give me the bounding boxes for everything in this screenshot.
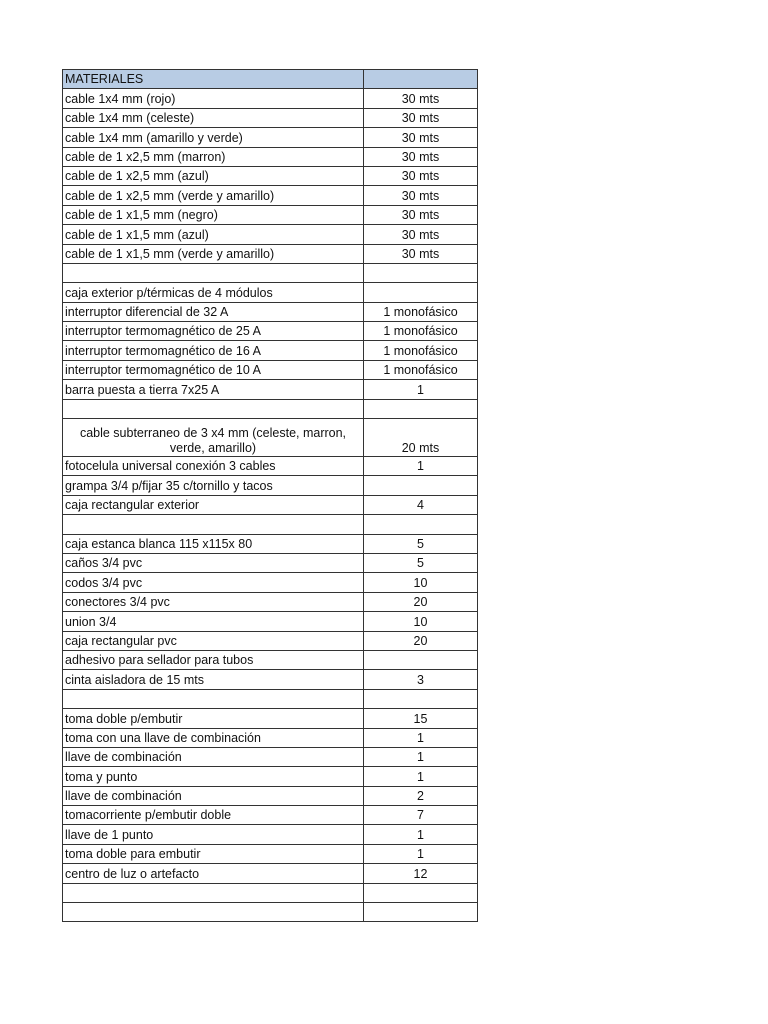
table-row bbox=[63, 322, 478, 341]
material-cell[interactable]: llave de combinación bbox=[63, 747, 364, 766]
material-cell[interactable]: llave de combinación bbox=[63, 786, 364, 805]
quantity-cell[interactable]: 1 bbox=[364, 728, 478, 747]
materials-table-body bbox=[63, 70, 478, 922]
table-row bbox=[63, 650, 478, 669]
table-row bbox=[63, 147, 478, 166]
material-cell[interactable]: union 3/4 bbox=[63, 612, 364, 631]
table-row bbox=[63, 534, 478, 553]
material-cell[interactable]: toma doble p/embutir bbox=[63, 709, 364, 728]
material-cell[interactable]: tomacorriente p/embutir doble bbox=[63, 806, 364, 825]
table-row bbox=[63, 670, 478, 689]
quantity-cell[interactable]: 1 bbox=[364, 844, 478, 863]
quantity-cell[interactable]: 1 bbox=[364, 825, 478, 844]
material-cell[interactable] bbox=[63, 515, 364, 534]
quantity-cell[interactable]: 2 bbox=[364, 786, 478, 805]
header-cell-materiales[interactable]: MATERIALES bbox=[63, 70, 364, 89]
table-row bbox=[63, 553, 478, 572]
table-row bbox=[63, 515, 478, 534]
material-cell[interactable]: cable de 1 x1,5 mm (verde y amarillo) bbox=[63, 244, 364, 263]
material-cell[interactable] bbox=[63, 883, 364, 902]
material-cell[interactable] bbox=[63, 263, 364, 282]
material-cell[interactable]: interruptor diferencial de 32 A bbox=[63, 302, 364, 321]
material-cell[interactable]: toma doble para embutir bbox=[63, 844, 364, 863]
table-row bbox=[63, 457, 478, 476]
quantity-cell[interactable]: 20 mts bbox=[364, 419, 478, 457]
header-cell-quantity[interactable] bbox=[364, 70, 478, 89]
table-row bbox=[63, 689, 478, 708]
quantity-cell[interactable]: 30 mts bbox=[364, 128, 478, 147]
quantity-cell[interactable]: 1 bbox=[364, 767, 478, 786]
table-row bbox=[63, 747, 478, 766]
quantity-cell[interactable]: 15 bbox=[364, 709, 478, 728]
table-row bbox=[63, 573, 478, 592]
table-row bbox=[63, 399, 478, 418]
table-row bbox=[63, 263, 478, 282]
material-cell[interactable]: fotocelula universal conexión 3 cables bbox=[63, 457, 364, 476]
quantity-cell[interactable]: 1 monofásico bbox=[364, 360, 478, 379]
quantity-cell[interactable]: 3 bbox=[364, 670, 478, 689]
material-cell[interactable]: centro de luz o artefacto bbox=[63, 864, 364, 883]
quantity-cell[interactable]: 1 bbox=[364, 747, 478, 766]
material-cell[interactable]: caja rectangular pvc bbox=[63, 631, 364, 650]
table-row bbox=[63, 476, 478, 495]
header-row bbox=[63, 70, 478, 89]
quantity-cell[interactable] bbox=[364, 903, 478, 922]
quantity-cell[interactable]: 5 bbox=[364, 553, 478, 572]
table-row bbox=[63, 225, 478, 244]
table-row bbox=[63, 419, 478, 457]
table-row bbox=[63, 283, 478, 302]
material-cell[interactable]: cable 1x4 mm (amarillo y verde) bbox=[63, 128, 364, 147]
material-cell[interactable] bbox=[63, 399, 364, 418]
table-row bbox=[63, 186, 478, 205]
material-cell[interactable]: cable de 1 x2,5 mm (marron) bbox=[63, 147, 364, 166]
table-row bbox=[63, 128, 478, 147]
table-row bbox=[63, 612, 478, 631]
material-cell[interactable]: toma con una llave de combinación bbox=[63, 728, 364, 747]
quantity-cell[interactable] bbox=[364, 399, 478, 418]
quantity-cell[interactable] bbox=[364, 283, 478, 302]
quantity-cell[interactable]: 20 bbox=[364, 631, 478, 650]
material-cell[interactable]: adhesivo para sellador para tubos bbox=[63, 650, 364, 669]
quantity-cell[interactable]: 1 monofásico bbox=[364, 302, 478, 321]
quantity-cell[interactable]: 1 bbox=[364, 380, 478, 399]
quantity-cell[interactable]: 30 mts bbox=[364, 225, 478, 244]
table-row bbox=[63, 709, 478, 728]
table-row bbox=[63, 360, 478, 379]
material-cell[interactable]: caja rectangular exterior bbox=[63, 495, 364, 514]
material-cell[interactable]: cinta aisladora de 15 mts bbox=[63, 670, 364, 689]
quantity-cell[interactable]: 30 mts bbox=[364, 244, 478, 263]
material-cell[interactable]: cable de 1 x2,5 mm (verde y amarillo) bbox=[63, 186, 364, 205]
table-row bbox=[63, 302, 478, 321]
table-row bbox=[63, 495, 478, 514]
material-cell[interactable] bbox=[63, 903, 364, 922]
table-row bbox=[63, 631, 478, 650]
quantity-cell[interactable]: 30 mts bbox=[364, 89, 478, 108]
material-cell[interactable]: llave de 1 punto bbox=[63, 825, 364, 844]
material-cell[interactable]: conectores 3/4 pvc bbox=[63, 592, 364, 611]
quantity-cell[interactable]: 1 monofásico bbox=[364, 341, 478, 360]
material-cell[interactable]: interruptor termomagnético de 10 A bbox=[63, 360, 364, 379]
material-cell[interactable]: cable 1x4 mm (rojo) bbox=[63, 89, 364, 108]
quantity-cell[interactable]: 10 bbox=[364, 573, 478, 592]
material-cell[interactable]: cable subterraneo de 3 x4 mm (celeste, marron, verde, amarillo) bbox=[63, 419, 364, 457]
material-cell[interactable]: caños 3/4 pvc bbox=[63, 553, 364, 572]
material-cell[interactable]: cable de 1 x2,5 mm (azul) bbox=[63, 166, 364, 185]
quantity-cell[interactable]: 30 mts bbox=[364, 205, 478, 224]
quantity-cell[interactable]: 30 mts bbox=[364, 108, 478, 127]
material-cell[interactable]: cable 1x4 mm (celeste) bbox=[63, 108, 364, 127]
quantity-cell[interactable] bbox=[364, 689, 478, 708]
quantity-cell[interactable]: 20 bbox=[364, 592, 478, 611]
quantity-cell[interactable] bbox=[364, 650, 478, 669]
material-cell[interactable]: cable de 1 x1,5 mm (azul) bbox=[63, 225, 364, 244]
table-row bbox=[63, 806, 478, 825]
table-row bbox=[63, 89, 478, 108]
material-cell[interactable] bbox=[63, 689, 364, 708]
quantity-cell[interactable]: 30 mts bbox=[364, 166, 478, 185]
table-row bbox=[63, 592, 478, 611]
quantity-cell[interactable]: 12 bbox=[364, 864, 478, 883]
table-row bbox=[63, 767, 478, 786]
table-row bbox=[63, 825, 478, 844]
table-row bbox=[63, 903, 478, 922]
table-row bbox=[63, 380, 478, 399]
material-cell[interactable]: interruptor termomagnético de 25 A bbox=[63, 322, 364, 341]
table-row bbox=[63, 786, 478, 805]
table-row bbox=[63, 108, 478, 127]
table-row bbox=[63, 728, 478, 747]
quantity-cell[interactable]: 1 monofásico bbox=[364, 322, 478, 341]
material-cell[interactable]: grampa 3/4 p/fijar 35 c/tornillo y tacos bbox=[63, 476, 364, 495]
quantity-cell[interactable] bbox=[364, 883, 478, 902]
table-row bbox=[63, 205, 478, 224]
quantity-cell[interactable] bbox=[364, 515, 478, 534]
quantity-cell[interactable] bbox=[364, 476, 478, 495]
quantity-cell[interactable]: 30 mts bbox=[364, 147, 478, 166]
quantity-cell[interactable] bbox=[364, 263, 478, 282]
quantity-cell[interactable]: 10 bbox=[364, 612, 478, 631]
quantity-cell[interactable]: 30 mts bbox=[364, 186, 478, 205]
material-cell[interactable]: barra puesta a tierra 7x25 A bbox=[63, 380, 364, 399]
material-cell[interactable]: toma y punto bbox=[63, 767, 364, 786]
table-row bbox=[63, 844, 478, 863]
quantity-cell[interactable]: 1 bbox=[364, 457, 478, 476]
quantity-cell[interactable]: 4 bbox=[364, 495, 478, 514]
quantity-cell[interactable]: 5 bbox=[364, 534, 478, 553]
material-cell[interactable]: cable de 1 x1,5 mm (negro) bbox=[63, 205, 364, 224]
table-row bbox=[63, 166, 478, 185]
table-row bbox=[63, 244, 478, 263]
material-cell[interactable]: caja exterior p/térmicas de 4 módulos bbox=[63, 283, 364, 302]
material-cell[interactable]: codos 3/4 pvc bbox=[63, 573, 364, 592]
quantity-cell[interactable]: 7 bbox=[364, 806, 478, 825]
table-row bbox=[63, 883, 478, 902]
material-cell[interactable]: caja estanca blanca 115 x115x 80 bbox=[63, 534, 364, 553]
material-cell[interactable]: interruptor termomagnético de 16 A bbox=[63, 341, 364, 360]
table-row bbox=[63, 864, 478, 883]
table-row bbox=[63, 341, 478, 360]
materials-table bbox=[62, 69, 478, 922]
